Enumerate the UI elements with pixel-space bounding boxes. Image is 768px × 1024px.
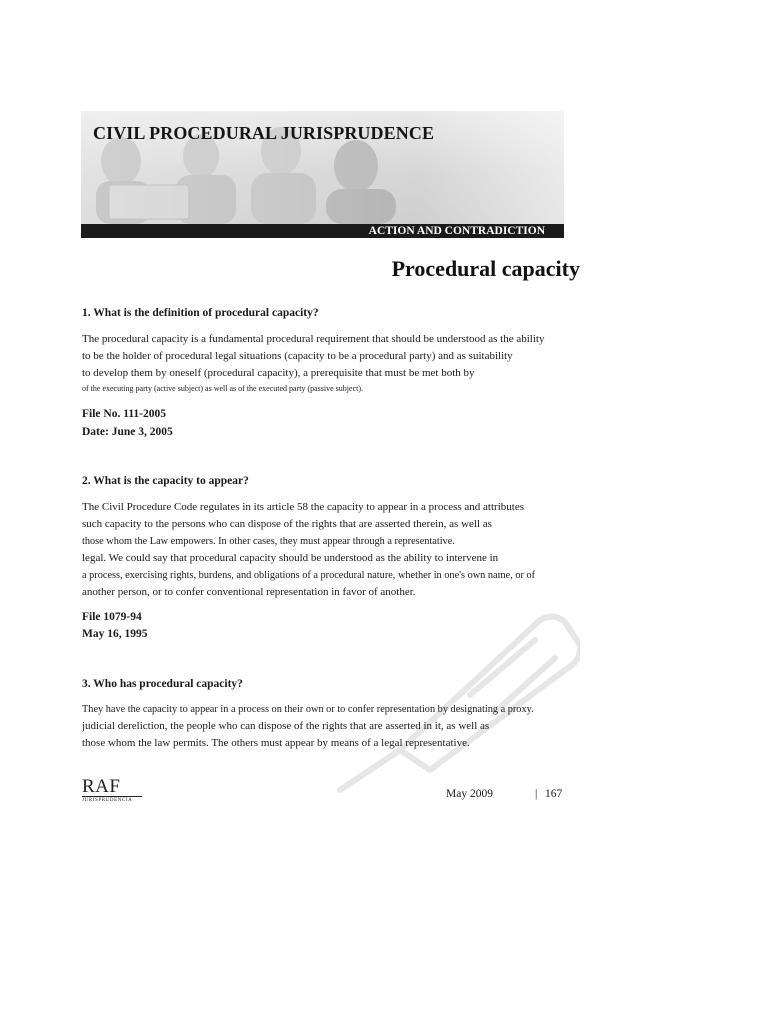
reference-1-file: File No. 111-2005: [82, 408, 167, 420]
answer-3-line-2: judicial dereliction, the people who can dispose of the rights that are asserted in it, as well as: [82, 720, 490, 732]
answer-2-line-5: a process, exercising rights, burdens, and obligations of a procedural nature, whether in one's own name, or of: [82, 570, 536, 581]
reference-2-date: May 16, 1995: [82, 628, 148, 640]
reference-1-date: Date: June 3, 2005: [82, 426, 173, 438]
question-2: 2. What is the capacity to appear?: [82, 475, 249, 487]
raf-logo: [82, 778, 142, 804]
header-banner: [81, 111, 564, 224]
answer-1-line-3: to develop them by oneself (procedural capacity), a prerequisite that must be met both by: [82, 367, 475, 379]
question-3: 3. Who has procedural capacity?: [82, 678, 243, 690]
reference-2-file: File 1079-94: [82, 611, 142, 623]
answer-3-line-1: They have the capacity to appear in a process on their own or to confer representation by designating a proxy.: [82, 704, 534, 715]
logo-text: RAF: [82, 776, 121, 797]
answer-2-line-2: such capacity to the persons who can dispose of the rights that are asserted therein, as well as: [82, 518, 492, 530]
answer-2-line-1: The Civil Procedure Code regulates in its article 58 the capacity to appear in a process and attributes: [82, 501, 524, 513]
answer-3-line-3: those whom the law permits. The others must appear by means of a legal representative.: [82, 737, 470, 749]
answer-2-line-6: another person, or to confer conventional representation in favor of another.: [82, 586, 416, 598]
section-strip: [81, 224, 564, 238]
logo-subtitle: JURISPRUDENCIA: [82, 796, 142, 804]
answer-1-line-4: of the executing party (active subject) as well as of the executed party (passive subject).: [82, 384, 363, 393]
answer-1-line-1: The procedural capacity is a fundamental procedural requirement that should be understood as the ability: [82, 333, 545, 345]
answer-2-line-4: legal. We could say that procedural capacity should be understood as the ability to intervene in: [82, 552, 499, 564]
pen-watermark-icon: [320, 600, 580, 800]
answer-1-line-2: to be the holder of procedural legal situations (capacity to be a procedural party) and as suitability: [82, 350, 513, 362]
footer-separator: |: [535, 788, 538, 800]
answer-2-line-3: those whom the Law empowers. In other cases, they must appear through a representative.: [82, 536, 455, 547]
page-number: 167: [545, 788, 563, 800]
question-1: 1. What is the definition of procedural capacity?: [82, 307, 319, 319]
page-title: Procedural capacity: [391, 256, 580, 281]
footer-date: May 2009: [446, 788, 493, 800]
banner-title: CIVIL PROCEDURAL JURISPRUDENCE: [93, 123, 435, 143]
section-label: ACTION AND CONTRADICTION: [368, 225, 545, 237]
